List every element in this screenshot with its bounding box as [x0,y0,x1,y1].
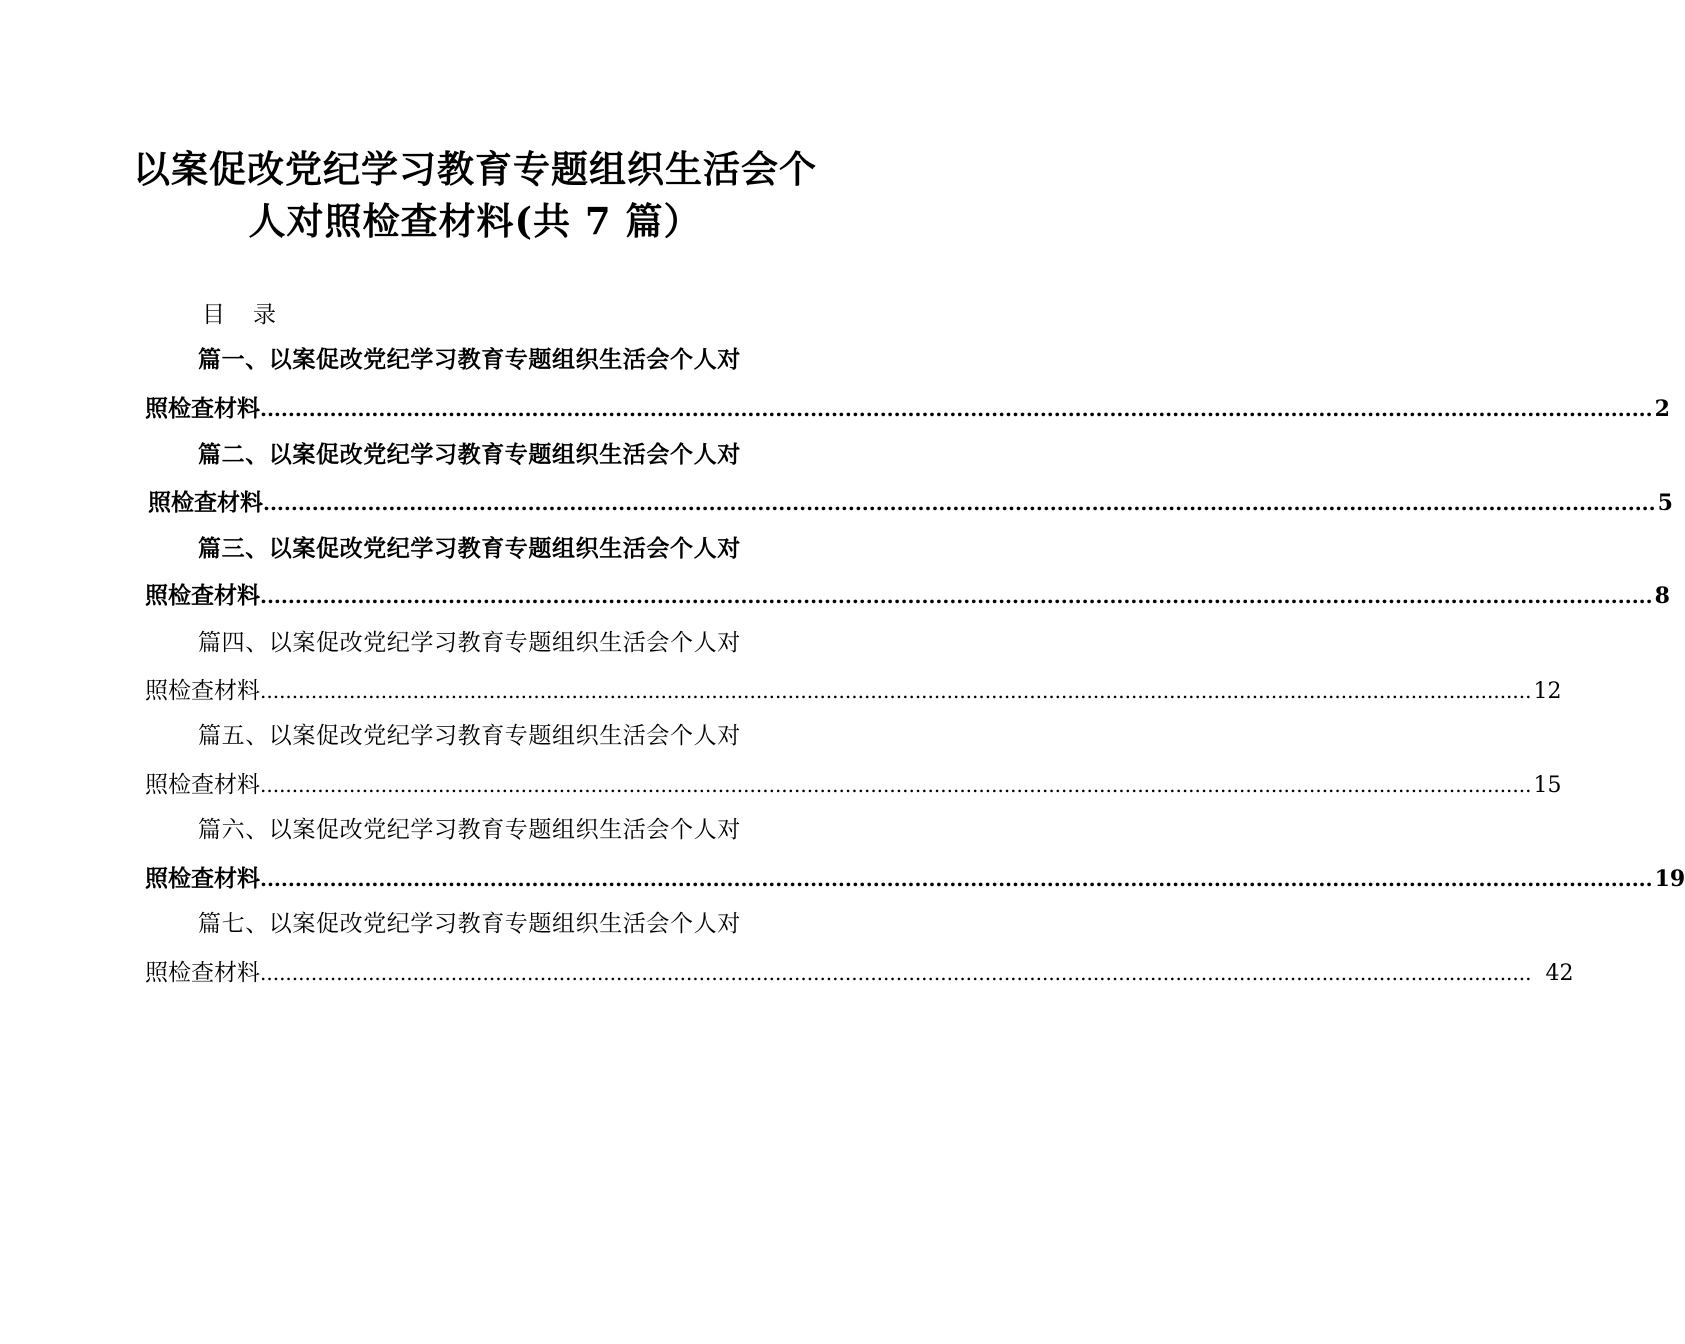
toc-entry-7-title-cont: 照检查材料 [145,960,260,986]
document-title-line-2: 人对照检查材料(共 7 篇） [248,199,702,243]
toc-entry-6-title-cont: 照检查材料 [145,865,260,892]
toc-entry-1-line2[interactable] [145,392,1670,426]
toc-entry-5-line2[interactable] [145,768,1562,803]
toc-heading [202,298,276,332]
toc-entry-5-title-cont: 照检查材料 [145,772,260,798]
toc-heading-left: 目 [202,302,225,328]
toc-entry-1-title-cont: 照检查材料 [145,395,260,422]
toc-entry-3-title-cont: 照检查材料 [145,582,260,609]
toc-entry-7-leader: ........................................................................................................................................................................................................ [260,961,1532,985]
toc-entry-5-title[interactable]: 篇五、以案促改党纪学习教育专题组织生活会个人对 [198,723,741,749]
toc-entry-2-title[interactable]: 篇二、以案促改党纪学习教育专题组织生活会个人对 [198,441,741,468]
document-title-line-1: 以案促改党纪学习教育专题组织生活会个 [133,147,817,191]
toc-entry-3-page: 8 [1654,583,1670,609]
toc-entry-6-leader: ........................................................................................................................................................................................................ [260,867,1653,891]
toc-entry-4-page: 12 [1533,679,1562,704]
toc-entry-6-title[interactable]: 篇六、以案促改党纪学习教育专题组织生活会个人对 [198,817,741,843]
toc-entry-3-leader: ........................................................................................................................................................................................................ [260,584,1653,608]
toc-entry-5-page: 15 [1533,773,1562,798]
toc-entry-7-line2[interactable] [145,956,1574,991]
toc-entry-6-page: 19 [1654,866,1685,892]
toc-entry-2-leader: ........................................................................................................................................................................................................ [263,491,1656,515]
toc-entry-4-title[interactable]: 篇四、以案促改党纪学习教育专题组织生活会个人对 [198,630,741,656]
toc-entry-3-line2[interactable] [145,579,1670,613]
toc-entry-7-title[interactable]: 篇七、以案促改党纪学习教育专题组织生活会个人对 [198,911,741,937]
toc-entry-2-line2[interactable] [148,486,1673,520]
toc-entry-6-line2[interactable] [145,862,1685,896]
toc-heading-right: 录 [253,302,276,328]
toc-entry-1-page: 2 [1654,396,1670,422]
toc-entry-1-title[interactable]: 篇一、以案促改党纪学习教育专题组织生活会个人对 [198,346,741,373]
toc-entry-4-leader: ........................................................................................................................................................................................................ [260,679,1532,703]
toc-entry-2-title-cont: 照检查材料 [148,489,263,516]
toc-entry-7-page: 42 [1545,961,1574,986]
toc-entry-4-line2[interactable] [145,674,1562,709]
toc-entry-4-title-cont: 照检查材料 [145,678,260,704]
toc-entry-3-title[interactable]: 篇三、以案促改党纪学习教育专题组织生活会个人对 [198,535,741,562]
toc-entry-5-leader: ........................................................................................................................................................................................................ [260,773,1532,797]
toc-entry-2-page: 5 [1657,490,1673,516]
toc-entry-1-leader: ........................................................................................................................................................................................................ [260,397,1653,421]
